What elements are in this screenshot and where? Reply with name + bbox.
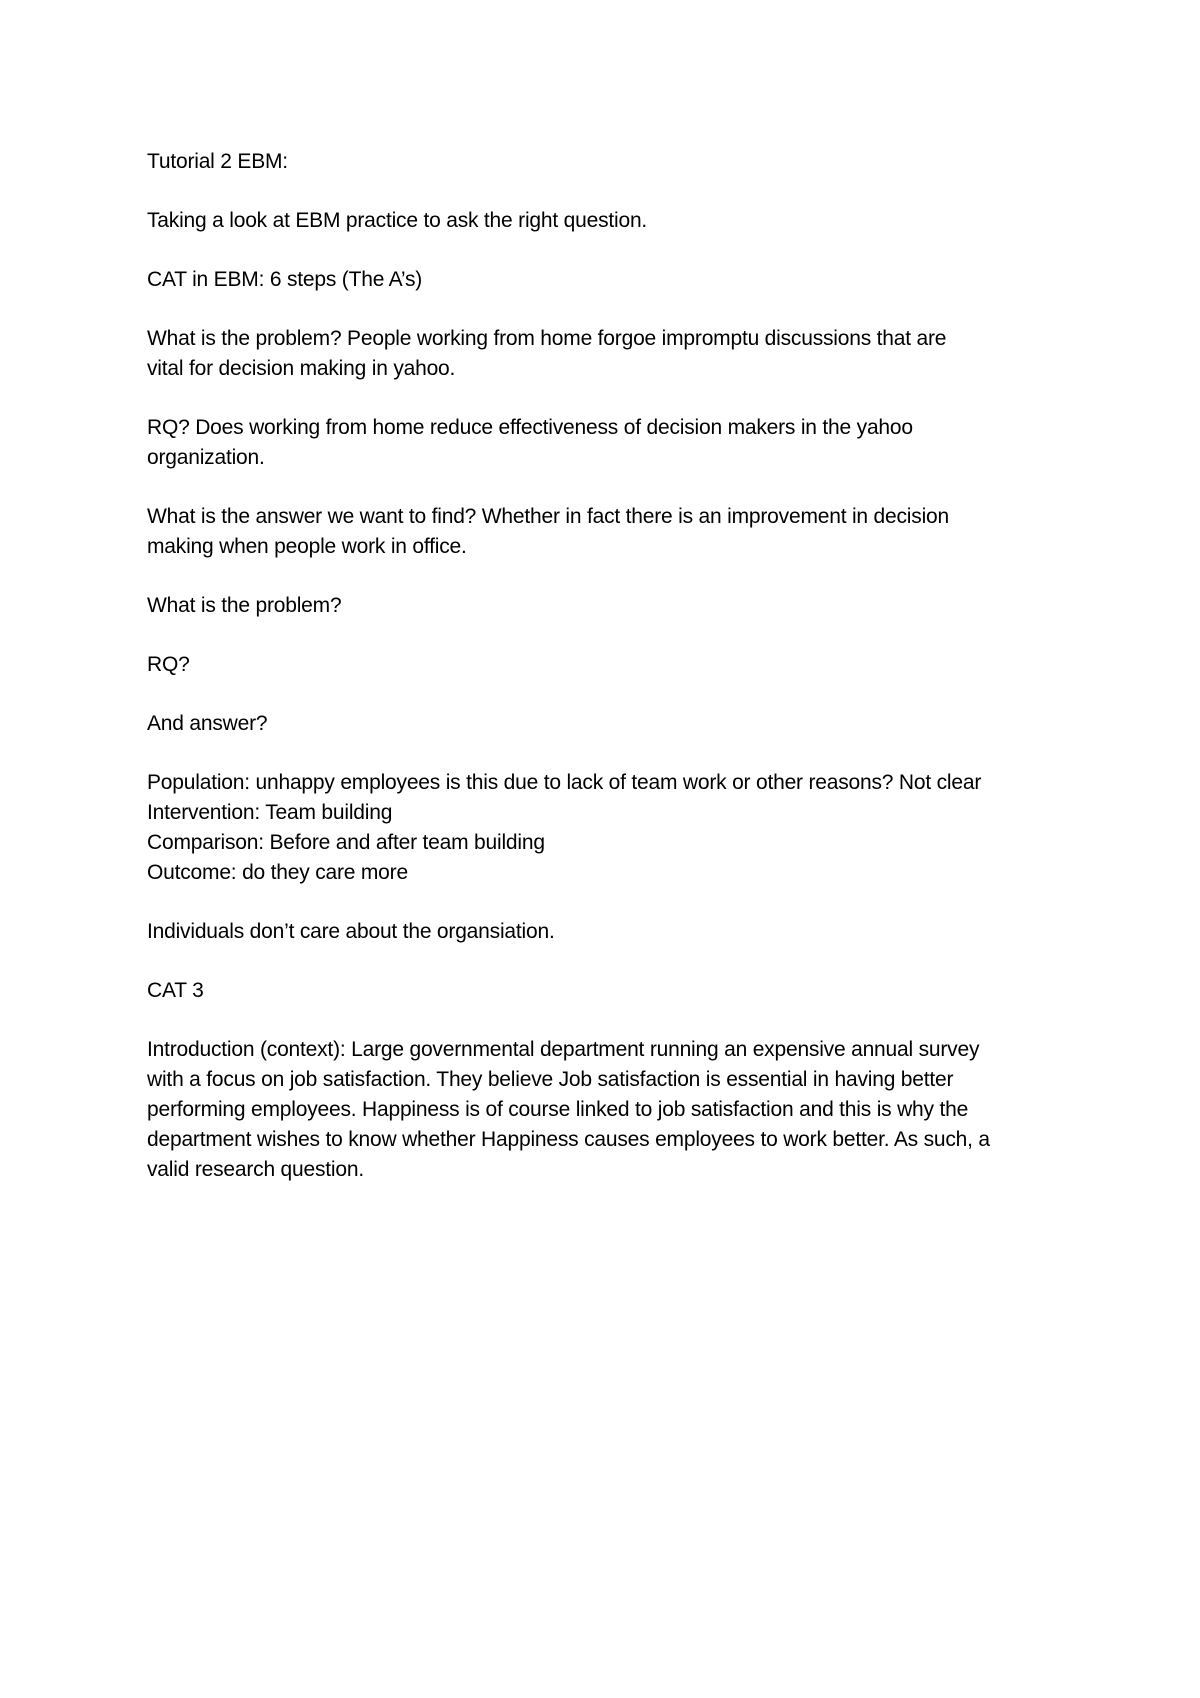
paragraph-rq-prompt bbox=[147, 650, 1077, 680]
paragraph-introduction bbox=[147, 1035, 1077, 1185]
paragraph-line: organization. bbox=[147, 446, 265, 469]
paragraph-individuals bbox=[147, 917, 1077, 947]
paragraph-line: What is the answer we want to find? Whether in fact there is an improvement in decision bbox=[147, 505, 949, 528]
pico-comparison: Comparison: Before and after team building bbox=[147, 831, 545, 854]
pico-outcome: Outcome: do they care more bbox=[147, 861, 408, 884]
document-body bbox=[147, 147, 1077, 1214]
pico-population: Population: unhappy employees is this due to lack of team work or other reasons? Not clear bbox=[147, 771, 982, 794]
pico-intervention: Intervention: Team building bbox=[147, 801, 393, 824]
paragraph-line: department wishes to know whether Happiness causes employees to work better. As such, a bbox=[147, 1128, 990, 1151]
pico-block bbox=[147, 768, 1077, 888]
paragraph-answer bbox=[147, 502, 1077, 562]
paragraph-line: Introduction (context): Large governmental department running an expensive annual survey bbox=[147, 1038, 980, 1061]
section-heading-cat3 bbox=[147, 976, 1077, 1006]
paragraph-cat-steps bbox=[147, 265, 1077, 295]
paragraph-line: What is the problem? bbox=[147, 594, 342, 617]
paragraph-line: valid research question. bbox=[147, 1158, 364, 1181]
paragraph-line: RQ? bbox=[147, 653, 190, 676]
title-line: Tutorial 2 EBM: bbox=[147, 150, 288, 173]
paragraph-line: CAT 3 bbox=[147, 979, 204, 1002]
paragraph-line: RQ? Does working from home reduce effectiveness of decision makers in the yahoo bbox=[147, 416, 913, 439]
paragraph-problem bbox=[147, 324, 1077, 384]
paragraph-intro bbox=[147, 206, 1077, 236]
paragraph-line: with a focus on job satisfaction. They believe Job satisfaction is essential in having better bbox=[147, 1068, 954, 1091]
paragraph-line: Individuals don’t care about the organsiation. bbox=[147, 920, 555, 943]
paragraph-answer-prompt bbox=[147, 709, 1077, 739]
paragraph-line: vital for decision making in yahoo. bbox=[147, 357, 456, 380]
document-title bbox=[147, 147, 1077, 177]
paragraph-line: making when people work in office. bbox=[147, 535, 467, 558]
paragraph-line: Taking a look at EBM practice to ask the right question. bbox=[147, 209, 648, 232]
paragraph-rq bbox=[147, 413, 1077, 473]
paragraph-line: What is the problem? People working from home forgoe impromptu discussions that are bbox=[147, 327, 947, 350]
paragraph-line: performing employees. Happiness is of course linked to job satisfaction and this is why the bbox=[147, 1098, 969, 1121]
paragraph-line: CAT in EBM: 6 steps (The A’s) bbox=[147, 268, 423, 291]
paragraph-problem-prompt bbox=[147, 591, 1077, 621]
paragraph-line: And answer? bbox=[147, 712, 268, 735]
